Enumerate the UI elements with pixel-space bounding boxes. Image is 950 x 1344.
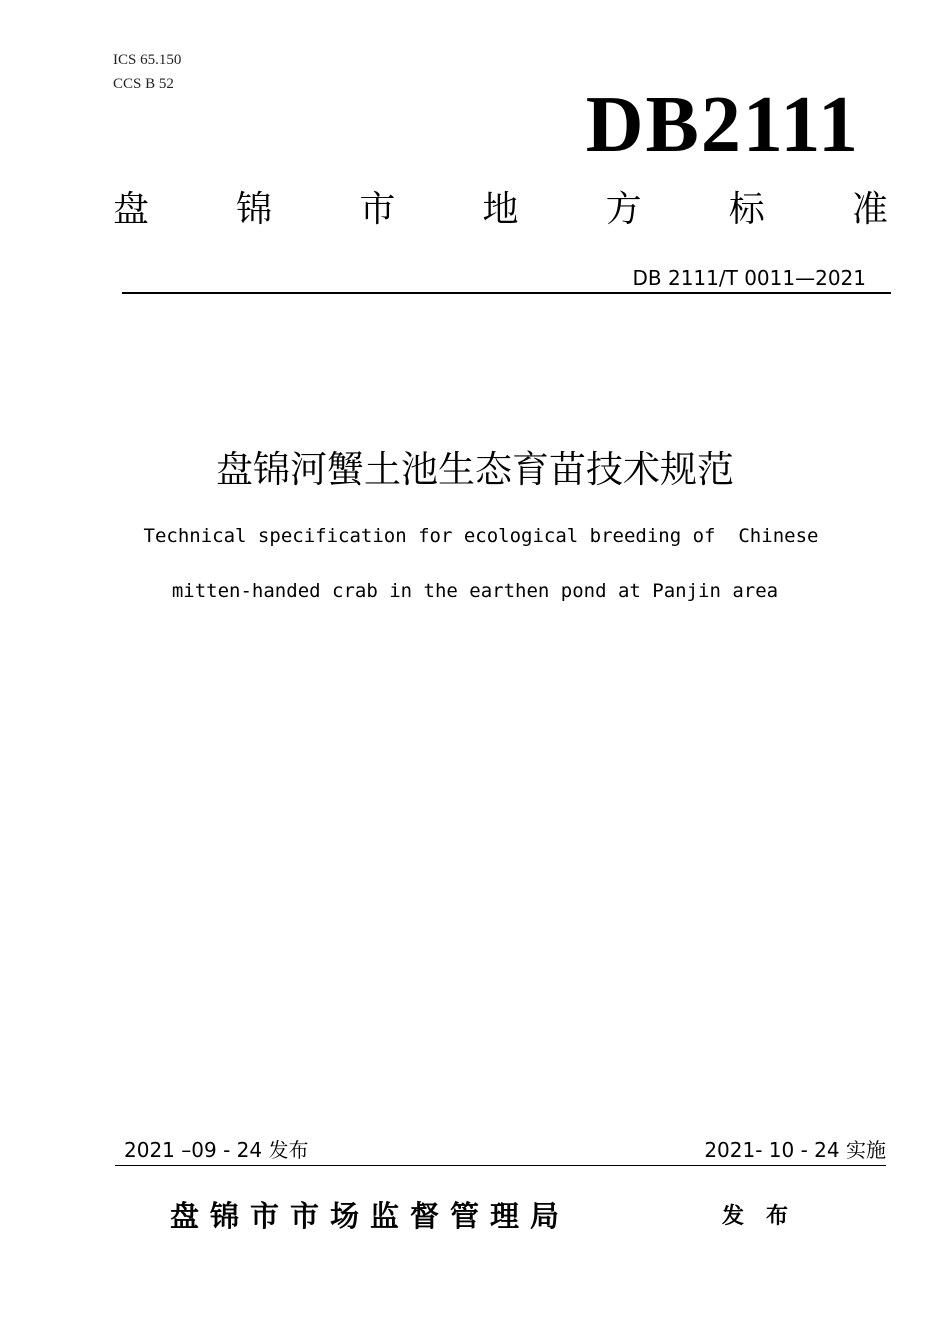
implement-date: 2021- 10 - 24 实施 [704, 1138, 886, 1162]
standard-type-char: 准 [851, 189, 888, 230]
issuing-authority: 盘锦市市场监督管理局 [170, 1199, 571, 1233]
standard-type-char: 盘 [113, 189, 150, 230]
standard-type-char: 市 [359, 189, 396, 230]
issue-date: 2021 –09 - 24 发布 [124, 1138, 309, 1162]
standard-number: DB 2111/T 0011—2021 [632, 266, 866, 290]
classification-codes [113, 48, 181, 96]
standard-type-char: 地 [482, 189, 519, 230]
db-code: DB2111 [585, 81, 860, 169]
header-divider [122, 292, 891, 294]
standard-type-char: 方 [605, 189, 642, 230]
document-title-zh: 盘锦河蟹土池生态育苗技术规范 [216, 448, 734, 491]
footer-divider [115, 1165, 886, 1166]
ccs-code: CCS B 52 [113, 76, 174, 92]
standard-type-char: 锦 [236, 189, 273, 230]
standard-type-char: 标 [728, 189, 765, 230]
publish-label: 发布 [722, 1204, 811, 1229]
document-title-en-line2: mitten-handed crab in the earthen pond at Panjin area [171, 580, 779, 602]
document-title-en-line1: Technical specification for ecological breeding of Chinese [143, 525, 819, 547]
ics-code: ICS 65.150 [113, 52, 182, 68]
standard-type-heading [113, 188, 888, 232]
